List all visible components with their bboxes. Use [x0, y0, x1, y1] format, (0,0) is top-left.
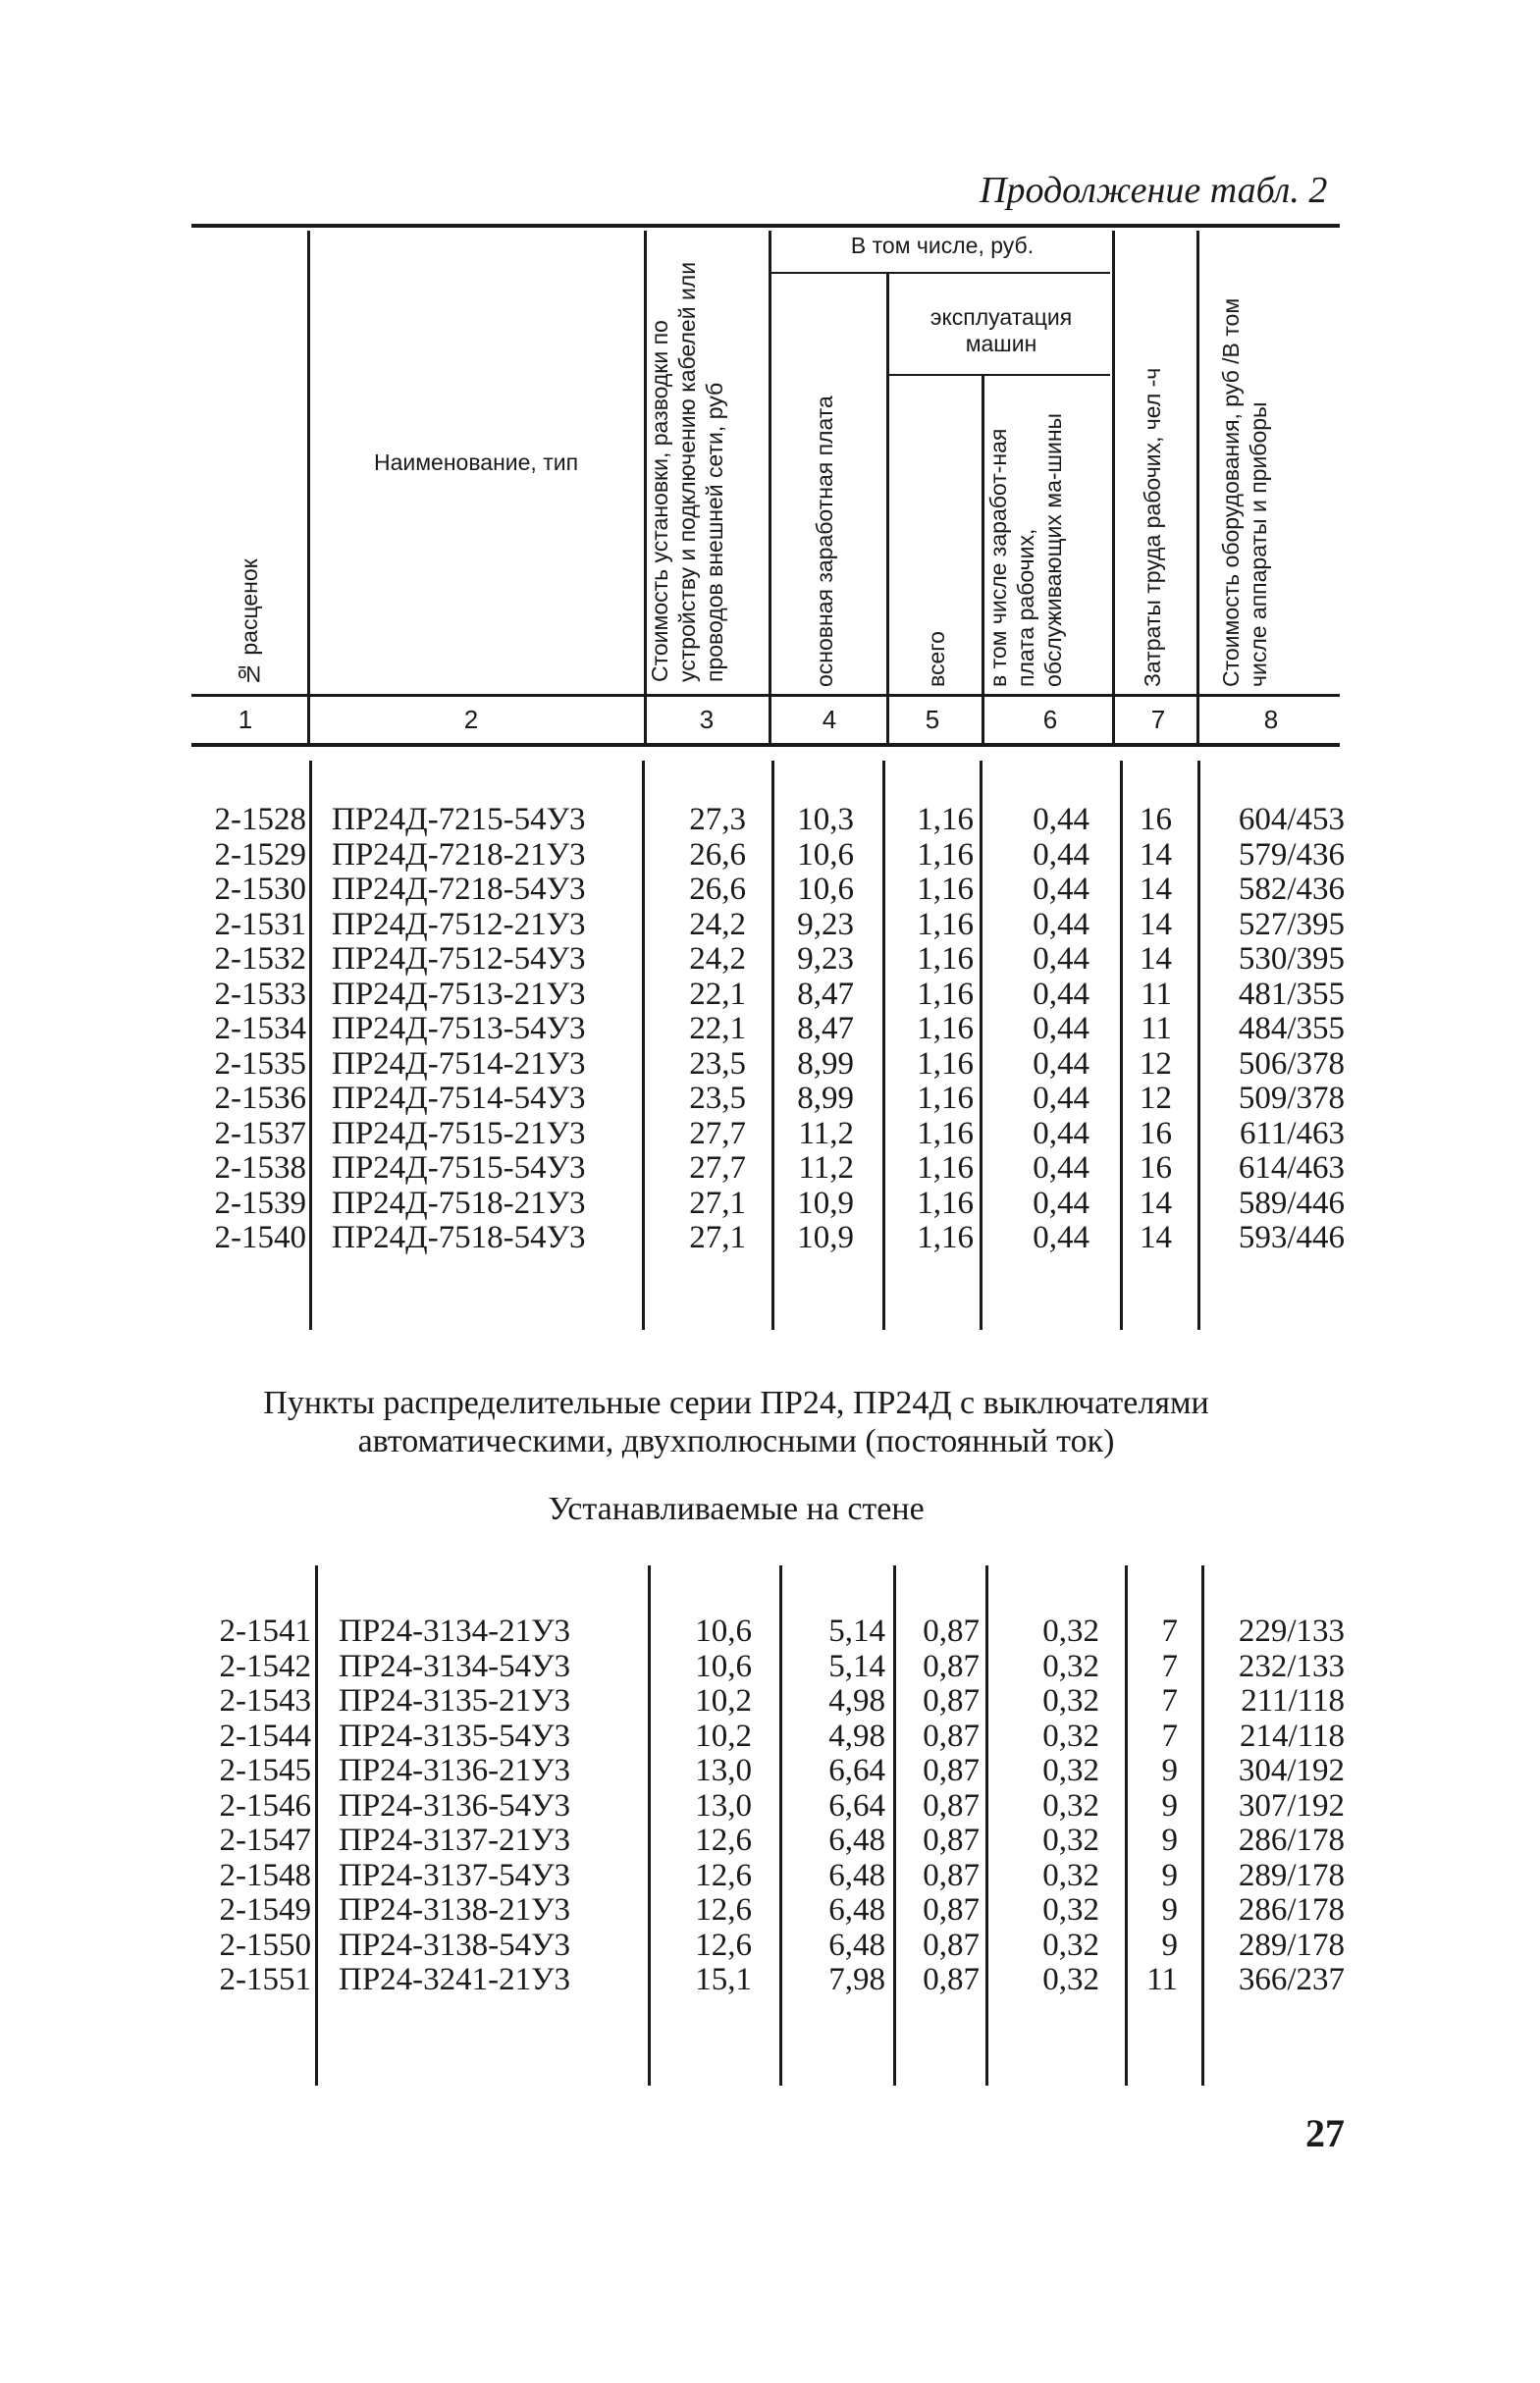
- table-cell: 2-1534: [214, 1011, 306, 1046]
- body1-divider-1: [309, 761, 312, 1330]
- table-cell: 211/118: [1241, 1683, 1345, 1719]
- header-col6: в том числе заработ-ная плата рабочих, обслуживающих ма-шины: [985, 412, 1066, 687]
- table-cell: 232/133: [1238, 1648, 1345, 1684]
- table-cell: 12,6: [695, 1892, 752, 1928]
- g2-cost-col: [658, 1615, 752, 1998]
- col-number-1: 1: [238, 705, 253, 734]
- table-cell: ПР24Д-7513-54У3: [332, 1011, 586, 1046]
- table-cell: 229/133: [1238, 1614, 1345, 1649]
- header-col8: Стоимость оборудования, руб /В том числе аппараты и приборы: [1218, 297, 1271, 687]
- col-number-7: 7: [1150, 705, 1166, 734]
- table-cell: 7: [1161, 1683, 1178, 1719]
- table-cell: 9,23: [797, 941, 854, 977]
- table-cell: 2-1538: [214, 1150, 306, 1186]
- body1-divider-4: [882, 761, 885, 1330]
- table-cell: 286/178: [1238, 1823, 1345, 1858]
- table-cell: ПР24-3134-21У3: [339, 1614, 571, 1649]
- table-cell: 5,14: [828, 1648, 885, 1684]
- table-cell: 2-1529: [214, 836, 306, 873]
- col-number-3: 3: [699, 705, 715, 734]
- g1-machines-wage-col: [991, 803, 1089, 1256]
- table-cell: 27,3: [689, 802, 746, 837]
- g1-labor-col: [1129, 803, 1172, 1256]
- table-cell: 16: [1140, 1150, 1172, 1186]
- table-cell: 1,16: [917, 1220, 974, 1255]
- header-bottom-rule: [191, 694, 1340, 697]
- table-cell: 13,0: [695, 1753, 752, 1788]
- header-divider-7: [1196, 231, 1199, 743]
- table-cell: 611/463: [1240, 1115, 1345, 1151]
- table-cell: 614/463: [1238, 1150, 1345, 1186]
- table-cell: 10,2: [695, 1718, 752, 1754]
- table-cell: 10,6: [797, 836, 854, 873]
- body2-divider-7: [1201, 1565, 1204, 2086]
- table-cell: ПР24Д-7518-21У3: [332, 1185, 586, 1221]
- body1-divider-2: [642, 761, 645, 1330]
- table-cell: 0,32: [1042, 1857, 1099, 1893]
- table-cell: 579/436: [1238, 836, 1345, 873]
- table-cell: 2-1531: [214, 906, 306, 942]
- table-cell: 27,1: [689, 1220, 746, 1255]
- table-cell: 6,48: [828, 1927, 885, 1963]
- col-number-4: 4: [822, 705, 837, 734]
- table-cell: 0,87: [923, 1823, 980, 1858]
- section-title-line2: автоматическими, двухполюсными (постоянный ток): [357, 1423, 1115, 1459]
- table-cell: 9: [1161, 1787, 1178, 1824]
- table-cell: 27,7: [689, 1115, 746, 1151]
- table-cell: 604/453: [1238, 802, 1345, 837]
- table-cell: 286/178: [1238, 1892, 1345, 1928]
- body1-divider-6: [1120, 761, 1123, 1330]
- table-cell: 8,99: [797, 1081, 854, 1116]
- table-cell: 2-1539: [214, 1185, 306, 1221]
- table-cell: 289/178: [1238, 1857, 1345, 1893]
- g2-name-col: [339, 1615, 643, 1998]
- table-cell: ПР24Д-7515-54У3: [332, 1150, 586, 1186]
- table-cell: ПР24-3136-21У3: [339, 1753, 571, 1788]
- table-cell: 14: [1140, 1185, 1172, 1221]
- table-cell: 1,16: [917, 976, 974, 1012]
- table-cell: 12,6: [695, 1857, 752, 1893]
- table-cell: 2-1530: [214, 872, 306, 907]
- body1-divider-3: [771, 761, 774, 1330]
- table-cell: ПР24-3137-54У3: [339, 1857, 571, 1893]
- table-cell: ПР24Д-7514-54У3: [332, 1081, 586, 1116]
- table-cell: 8,99: [797, 1045, 854, 1082]
- table-cell: 13,0: [695, 1787, 752, 1824]
- table-cell: 304/192: [1238, 1753, 1345, 1788]
- table-cell: 11: [1141, 1011, 1172, 1046]
- table-cell: ПР24Д-7512-21У3: [332, 906, 586, 942]
- table-cell: ПР24-3136-54У3: [339, 1787, 571, 1824]
- table-cell: 14: [1140, 836, 1172, 873]
- body1-divider-5: [980, 761, 982, 1330]
- table-cell: 10,9: [797, 1185, 854, 1221]
- table-cell: 16: [1140, 1115, 1172, 1151]
- table-cell: 0,44: [1033, 976, 1089, 1012]
- table-cell: 23,5: [689, 1081, 746, 1116]
- table-cell: 2-1547: [219, 1823, 311, 1858]
- table-cell: 5,14: [828, 1614, 885, 1649]
- table-cell: 10,6: [695, 1648, 752, 1684]
- body2-divider-3: [779, 1565, 782, 2086]
- table-cell: 2-1546: [219, 1787, 311, 1824]
- header-col4: основная заработная плата: [812, 396, 837, 687]
- g2-wage-col: [785, 1615, 885, 1998]
- table-cell: ПР24Д-7518-54У3: [332, 1220, 586, 1255]
- col-number-2: 2: [463, 705, 479, 734]
- table-cell: 307/192: [1238, 1787, 1345, 1824]
- g2-machines-wage-col: [991, 1615, 1099, 1998]
- table-cell: 11,2: [798, 1150, 854, 1186]
- table-cell: 9,23: [797, 906, 854, 942]
- table-cell: 22,1: [689, 976, 746, 1012]
- table-cell: ПР24Д-7215-54У3: [332, 802, 586, 837]
- table-cell: 0,87: [923, 1787, 980, 1824]
- table-cell: 2-1542: [219, 1648, 311, 1684]
- g2-code-col: [191, 1615, 311, 1998]
- table-cell: 2-1548: [219, 1857, 311, 1893]
- table-cell: ПР24-3134-54У3: [339, 1648, 571, 1684]
- table-cell: ПР24-3138-21У3: [339, 1892, 571, 1928]
- table-cell: 6,64: [828, 1753, 885, 1788]
- table-cell: 0,87: [923, 1683, 980, 1719]
- table-cell: 0,44: [1033, 872, 1089, 907]
- table-cell: 12,6: [695, 1927, 752, 1963]
- body2-divider-2: [648, 1565, 651, 2086]
- table-cell: 0,32: [1042, 1648, 1099, 1684]
- table-cell: ПР24Д-7512-54У3: [332, 941, 586, 977]
- table-cell: 10,6: [797, 872, 854, 907]
- table-cell: 0,32: [1042, 1927, 1099, 1963]
- header-col1: № расценок: [237, 558, 262, 687]
- table-cell: 0,87: [923, 1753, 980, 1788]
- table-cell: 2-1551: [219, 1962, 311, 1997]
- table-cell: 0,44: [1033, 941, 1089, 977]
- table-cell: 2-1543: [219, 1683, 311, 1719]
- table-cell: ПР24Д-7514-21У3: [332, 1045, 586, 1082]
- table-cell: 8,47: [797, 1011, 854, 1046]
- g1-machines-total-col: [887, 803, 974, 1256]
- table-cell: ПР24-3241-21У3: [339, 1962, 571, 1997]
- table-cell: 1,16: [917, 1081, 974, 1116]
- table-cell: 24,2: [689, 941, 746, 977]
- table-cell: 2-1541: [219, 1614, 311, 1649]
- col-number-5: 5: [925, 705, 940, 734]
- table-cell: 4,98: [828, 1718, 885, 1754]
- table-cell: 11,2: [798, 1115, 854, 1151]
- header-col5: всего: [924, 631, 949, 687]
- table-cell: 1,16: [917, 941, 974, 977]
- body2-divider-5: [985, 1565, 988, 2086]
- number-row-rule: [191, 743, 1340, 747]
- table-cell: ПР24Д-7515-21У3: [332, 1115, 586, 1151]
- table-cell: 0,32: [1042, 1614, 1099, 1649]
- header-col3: Стоимость установки, разводки по устройству и подключению кабелей или проводов внешней сети, руб: [647, 261, 727, 682]
- table-cell: 0,87: [923, 1962, 980, 1997]
- table-cell: 27,7: [689, 1150, 746, 1186]
- table-cell: 10,2: [695, 1683, 752, 1719]
- table-cell: 9: [1161, 1857, 1178, 1893]
- table-cell: 6,48: [828, 1892, 885, 1928]
- table-cell: 0,44: [1033, 1011, 1089, 1046]
- table-top-rule: [191, 224, 1340, 228]
- g1-equipment-col: [1199, 803, 1345, 1256]
- table-cell: ПР24Д-7513-21У3: [332, 976, 586, 1012]
- table-cell: 24,2: [689, 906, 746, 942]
- table-cell: 14: [1140, 941, 1172, 977]
- table-cell: 1,16: [917, 1011, 974, 1046]
- g2-machines-total-col: [897, 1615, 980, 1998]
- table-cell: 10,6: [695, 1614, 752, 1649]
- header-divider-6: [1112, 231, 1115, 743]
- g2-equipment-col: [1205, 1615, 1345, 1998]
- table-cell: 1,16: [917, 802, 974, 837]
- table-cell: 0,44: [1033, 906, 1089, 942]
- table-cell: 27,1: [689, 1185, 746, 1221]
- table-cell: 593/446: [1238, 1220, 1345, 1255]
- header-col7: Затраты труда рабочих, чел -ч: [1140, 367, 1165, 687]
- col-number-6: 6: [1042, 705, 1058, 734]
- table-cell: ПР24-3135-21У3: [339, 1683, 571, 1719]
- table-cell: 9: [1161, 1823, 1178, 1858]
- table-cell: 2-1528: [214, 802, 306, 837]
- table-cell: 6,48: [828, 1857, 885, 1893]
- table-cell: 0,87: [923, 1614, 980, 1649]
- table-cell: 8,47: [797, 976, 854, 1012]
- g1-cost-col: [648, 803, 746, 1256]
- table-cell: 6,64: [828, 1787, 885, 1824]
- table-cell: 2-1540: [214, 1220, 306, 1255]
- table-cell: 0,87: [923, 1857, 980, 1893]
- table-cell: 23,5: [689, 1045, 746, 1082]
- table-cell: 0,87: [923, 1927, 980, 1963]
- table-cell: 9: [1161, 1927, 1178, 1963]
- table-cell: 1,16: [917, 872, 974, 907]
- table-cell: 530/395: [1238, 941, 1345, 977]
- header-divider-4: [886, 274, 889, 743]
- table-cell: 527/395: [1238, 906, 1345, 942]
- table-cell: 0,44: [1033, 1081, 1089, 1116]
- table-cell: 1,16: [917, 1115, 974, 1151]
- table-cell: 0,44: [1033, 836, 1089, 873]
- table-cell: 2-1535: [214, 1045, 306, 1082]
- table-cell: 0,44: [1033, 1045, 1089, 1082]
- header-col2: Наименование, тип: [373, 450, 579, 475]
- table-cell: 0,44: [1033, 802, 1089, 837]
- table-cell: 26,6: [689, 872, 746, 907]
- group-rule: [769, 272, 1110, 274]
- table-cell: 0,44: [1033, 1150, 1089, 1186]
- table-cell: 0,44: [1033, 1185, 1089, 1221]
- table-cell: 2-1545: [219, 1753, 311, 1788]
- table-cell: 11: [1141, 976, 1172, 1012]
- table-cell: 0,87: [923, 1648, 980, 1684]
- table-cell: ПР24-3135-54У3: [339, 1718, 571, 1754]
- table-cell: 14: [1140, 872, 1172, 907]
- table-cell: 2-1532: [214, 941, 306, 977]
- table-cell: 2-1550: [219, 1927, 311, 1963]
- table-cell: 509/378: [1238, 1081, 1345, 1116]
- table-cell: 0,32: [1042, 1823, 1099, 1858]
- header-divider-3: [769, 231, 771, 743]
- table-cell: 0,87: [923, 1718, 980, 1754]
- g1-name-col: [332, 803, 636, 1256]
- body2-divider-4: [893, 1565, 896, 2086]
- table-cell: 9: [1161, 1753, 1178, 1788]
- table-cell: 0,87: [923, 1892, 980, 1928]
- table-cell: 14: [1140, 906, 1172, 942]
- body2-divider-1: [315, 1565, 318, 2086]
- table-cell: 0,44: [1033, 1220, 1089, 1255]
- g1-code-col: [186, 803, 306, 1256]
- table-cell: 4,98: [828, 1683, 885, 1719]
- table-cell: 1,16: [917, 1185, 974, 1221]
- table-cell: 0,32: [1042, 1753, 1099, 1788]
- table-cell: 289/178: [1238, 1927, 1345, 1963]
- table-cell: 2-1544: [219, 1718, 311, 1754]
- table-cell: 1,16: [917, 1150, 974, 1186]
- table-cell: 22,1: [689, 1011, 746, 1046]
- table-cell: 15,1: [695, 1962, 752, 1997]
- table-cell: 7: [1161, 1648, 1178, 1684]
- table-cell: 7: [1161, 1718, 1178, 1754]
- g2-labor-col: [1139, 1615, 1178, 1998]
- table-cell: 484/355: [1238, 1011, 1345, 1046]
- col-number-8: 8: [1263, 705, 1279, 734]
- table-cell: 10,9: [797, 1220, 854, 1255]
- header-group: В том числе, руб.: [850, 233, 1035, 258]
- body2-divider-6: [1125, 1565, 1128, 2086]
- table-cell: 12,6: [695, 1823, 752, 1858]
- table-cell: 14: [1140, 1220, 1172, 1255]
- table-cell: 11: [1146, 1962, 1178, 1997]
- table-cell: 12: [1140, 1081, 1172, 1116]
- table-cell: 0,44: [1033, 1115, 1089, 1151]
- table-cell: 481/355: [1238, 976, 1345, 1012]
- header-divider-1: [307, 231, 310, 743]
- table-cell: 1,16: [917, 1045, 974, 1082]
- table-cell: 0,32: [1042, 1962, 1099, 1997]
- table-cell: 589/446: [1238, 1185, 1345, 1221]
- table-cell: 9: [1161, 1892, 1178, 1928]
- table-cell: 2-1537: [214, 1115, 306, 1151]
- section-title-line1: Пункты распределительные серии ПР24, ПР24Д с выключателями: [263, 1385, 1209, 1421]
- table-cell: ПР24-3138-54У3: [339, 1927, 571, 1963]
- table-cell: 7,98: [828, 1962, 885, 1997]
- table-cell: 214/118: [1240, 1718, 1345, 1754]
- g1-wage-col: [775, 803, 854, 1256]
- table-cell: 12: [1140, 1045, 1172, 1082]
- table-cell: 6,48: [828, 1823, 885, 1858]
- table-cell: 0,32: [1042, 1718, 1099, 1754]
- table-cell: 0,32: [1042, 1787, 1099, 1824]
- table-cell: ПР24-3137-21У3: [339, 1823, 571, 1858]
- table-cell: 2-1533: [214, 976, 306, 1012]
- table-cell: ПР24Д-7218-54У3: [332, 872, 586, 907]
- table-cell: 506/378: [1238, 1045, 1345, 1082]
- table-cell: 0,32: [1042, 1683, 1099, 1719]
- page-number: 27: [1305, 2111, 1345, 2155]
- continuation-label: Продолжение табл. 2: [980, 170, 1328, 211]
- subgroup-rule: [886, 374, 1110, 376]
- table-cell: 1,16: [917, 906, 974, 942]
- table-cell: 7: [1161, 1614, 1178, 1649]
- table-cell: 16: [1140, 802, 1172, 837]
- section-subtitle: Устанавливаемые на стене: [548, 1491, 925, 1527]
- header-subgroup: эксплуатация машин: [929, 304, 1073, 356]
- table-cell: 26,6: [689, 836, 746, 873]
- table-cell: 366/237: [1238, 1962, 1345, 1997]
- table-cell: 0,32: [1042, 1892, 1099, 1928]
- table-cell: 582/436: [1238, 872, 1345, 907]
- table-cell: 2-1549: [219, 1892, 311, 1928]
- table-cell: 2-1536: [214, 1081, 306, 1116]
- table-cell: ПР24Д-7218-21У3: [332, 836, 586, 873]
- table-cell: 1,16: [917, 836, 974, 873]
- table-cell: 10,3: [797, 802, 854, 837]
